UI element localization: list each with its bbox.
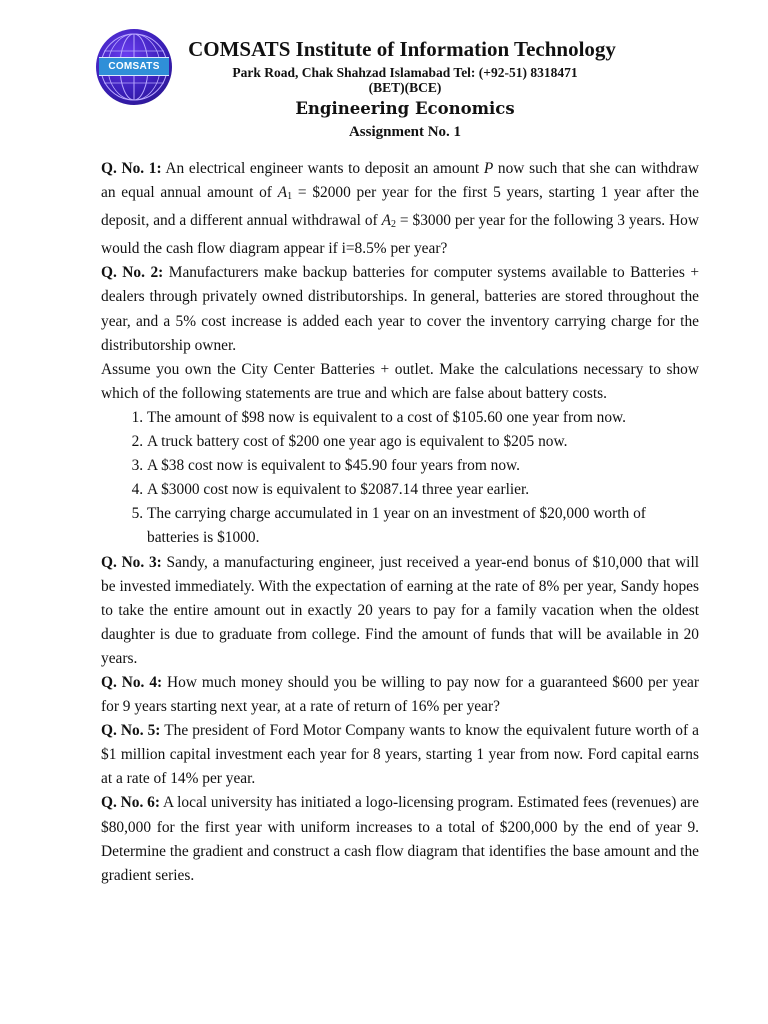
question-text: Manufacturers make backup batteries for computer systems available to Batteries + dealers through privately owned distributorships. In general, batteries are stored throughout the year, and a 5% cost increase is added each year to cover the inventory carrying charge for the distributorship owner. xyxy=(101,264,699,354)
question-text: The president of Ford Motor Company wants to know the equivalent future worth of a $1 million capital investment each year for 8 years, starting 1 year from now. Ford capital earns at a rate of 14% per year. xyxy=(101,722,699,788)
course-title: Engineering Economics xyxy=(295,99,515,118)
question-text: = $3000 per year for the following 3 years. How would the cash flow diagram appear if i=8.5% per year? xyxy=(101,212,699,258)
question-2 xyxy=(101,261,699,357)
question-6 xyxy=(101,791,699,887)
question-text: A local university has initiated a logo-licensing program. Estimated fees (revenues) are $80,000 for the first year with uniform increases to a total of $200,000 by the end of year 9. Determine the gradient and construct a cash flow diagram that identifies the base amount and the gradient series. xyxy=(101,794,699,884)
assignment-body xyxy=(101,157,699,888)
institution-logo xyxy=(96,29,172,105)
question-label: Q. No. 2: xyxy=(101,264,164,282)
variable-a1: A xyxy=(277,184,288,202)
question-text: = $2000 per year for the first 5 years, starting 1 year after the deposit, and a different annual withdrawal of xyxy=(101,184,700,230)
question-5 xyxy=(101,719,699,791)
question-text: An electrical engineer wants to deposit an amount xyxy=(161,160,484,177)
question-1 xyxy=(101,157,699,261)
assignment-title: Assignment No. 1 xyxy=(348,124,462,140)
list-item: 3. A $38 cost now is equivalent to $45.90 four years from now. xyxy=(147,454,699,478)
subscript-1: 1 xyxy=(287,191,293,203)
question-label: Q. No. 6: xyxy=(101,794,161,812)
logo-text: COMSATS xyxy=(99,57,169,76)
question-4 xyxy=(101,671,699,719)
institution-title: COMSATS Institute of Information Technology xyxy=(188,37,616,61)
question-label: Q. No. 1: xyxy=(101,160,162,177)
department-label: (BET)(BCE) xyxy=(368,80,442,95)
question-label: Q. No. 5: xyxy=(101,722,161,740)
variable-p: P xyxy=(483,160,494,177)
question-text: How much money should you be willing to pay now for a guaranteed $600 per year for 9 years starting next year, at a rate of return of 16% per year? xyxy=(101,673,699,716)
statements-list xyxy=(101,406,699,551)
list-item: 5. The carrying charge accumulated in 1 year on an investment of $20,000 worth of batteries is $1000. xyxy=(147,502,699,550)
question-label: Q. No. 3: xyxy=(101,553,162,571)
institution-address: Park Road, Chak Shahzad Islamabad Tel: (+92-51) 8318471 xyxy=(232,65,578,80)
question-2-paragraph: Assume you own the City Center Batteries + outlet. Make the calculations necessary to show which of the following statements are true and which are false about battery costs. xyxy=(101,360,699,402)
question-text: now such that she can withdraw an equal annual amount of xyxy=(101,160,699,202)
subscript-2: 2 xyxy=(390,219,396,231)
variable-a2: A xyxy=(381,212,391,230)
list-item: 1. The amount of $98 now is equivalent to a cost of $105.60 one year from now. xyxy=(147,406,699,430)
list-item: 2. A truck battery cost of $200 one year ago is equivalent to $205 now. xyxy=(147,430,699,454)
question-label: Q. No. 4: xyxy=(101,673,163,691)
question-3 xyxy=(101,551,699,671)
question-text: Sandy, a manufacturing engineer, just received a year-end bonus of $10,000 that will be invested immediately. With the expectation of earning at the rate of 8% per year, Sandy hopes to take the entire amount out in exactly 20 years to pay for a family vacation when the oldest daughter is due to graduate from college. Find the amount of funds that will be available in 20 years. xyxy=(101,553,699,667)
list-item: 4. A $3000 cost now is equivalent to $2087.14 three year earlier. xyxy=(147,478,699,502)
